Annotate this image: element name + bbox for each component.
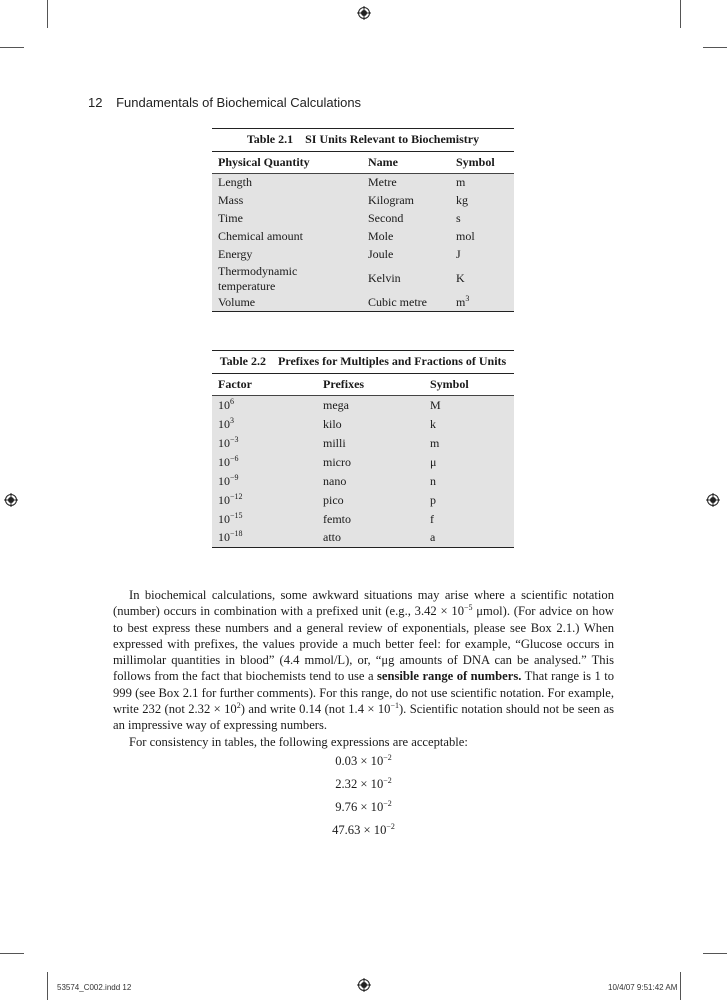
expression: $2.32 \times 10^{-2}$ xyxy=(335,775,392,791)
table-row xyxy=(212,472,514,491)
column-header: Symbol xyxy=(450,152,514,174)
cell-symbol: k xyxy=(424,415,514,434)
cell-symbol: m xyxy=(450,174,514,192)
paragraph: For consistency in tables, the following expressions are acceptable: xyxy=(129,734,468,749)
cell-factor: $10^{-18}$ xyxy=(212,529,317,548)
expression: $0.03 \times 10^{-2}$ xyxy=(335,752,392,768)
cell-factor: $10^{-12}$ xyxy=(212,491,317,510)
cell-prefix: pico xyxy=(317,491,424,510)
crop-mark-right-top xyxy=(703,47,727,48)
cell-factor: $10^{-9}$ xyxy=(212,472,317,491)
cell-prefix: mega xyxy=(317,396,424,415)
crop-mark-top-right xyxy=(680,0,681,28)
table-caption-title: Prefixes for Multiples and Fractions of Units xyxy=(278,354,507,368)
cell-symbol: p xyxy=(424,491,514,510)
crop-mark-right-bottom xyxy=(703,953,727,954)
cell-factor: $10^{-3}$ xyxy=(212,434,317,453)
cell-symbol: $m^3$ xyxy=(450,294,514,312)
table-row xyxy=(212,396,514,415)
cell-symbol: m xyxy=(424,434,514,453)
cell-prefix: atto xyxy=(317,529,424,548)
registration-mark-icon xyxy=(4,493,18,507)
crop-mark-left-top xyxy=(0,47,24,48)
cell-quantity: Thermodynamic temperature xyxy=(212,264,362,294)
cell-quantity: Chemical amount xyxy=(212,228,362,246)
cell-symbol: μ xyxy=(424,453,514,472)
column-header: Name xyxy=(362,152,450,174)
cell-quantity: Volume xyxy=(212,294,362,312)
cell-name: Kilogram xyxy=(362,192,450,210)
running-head xyxy=(88,95,361,110)
cell-name: Joule xyxy=(362,246,450,264)
cell-symbol: K xyxy=(450,264,514,294)
footer-file-label: 53574_C002.indd 12 xyxy=(57,983,132,992)
table-caption-label: Table 2.2 xyxy=(219,354,267,368)
cell-prefix: nano xyxy=(317,472,424,491)
cell-symbol: M xyxy=(424,396,514,415)
expression: $9.76 \times 10^{-2}$ xyxy=(335,798,392,814)
cell-quantity: Energy xyxy=(212,246,362,264)
table-row xyxy=(212,246,514,264)
registration-mark-icon xyxy=(357,6,371,20)
cell-factor: $10^3$ xyxy=(212,415,317,434)
crop-mark-bottom-right xyxy=(680,972,681,1000)
crop-mark-bottom-left xyxy=(47,972,48,1000)
cell-quantity: Length xyxy=(212,174,362,192)
cell-prefix: kilo xyxy=(317,415,424,434)
column-header: Symbol xyxy=(424,374,514,396)
cell-factor: $10^6$ xyxy=(212,396,317,415)
table-row xyxy=(212,210,514,228)
cell-name: Second xyxy=(362,210,450,228)
table-row xyxy=(212,228,514,246)
registration-mark-icon xyxy=(357,978,371,992)
table-row xyxy=(212,415,514,434)
cell-symbol: s xyxy=(450,210,514,228)
cell-factor: $10^{-15}$ xyxy=(212,510,317,529)
crop-mark-left-bottom xyxy=(0,953,24,954)
cell-symbol: mol xyxy=(450,228,514,246)
book-title: Fundamentals of Biochemical Calculations xyxy=(116,95,362,110)
column-header: Factor xyxy=(212,374,317,396)
table-caption-label: Table 2.1 xyxy=(246,132,294,146)
cell-prefix: milli xyxy=(317,434,424,453)
table-row xyxy=(212,192,514,210)
cell-name: Cubic metre xyxy=(362,294,450,312)
footer-timestamp: 10/4/07 9:51:42 AM xyxy=(608,983,678,992)
table-prefixes xyxy=(212,350,514,548)
body-text xyxy=(113,587,614,750)
table-row xyxy=(212,174,514,192)
table-row xyxy=(212,529,514,548)
cell-prefix: micro xyxy=(317,453,424,472)
column-header: Prefixes xyxy=(317,374,424,396)
cell-factor: $10^{-6}$ xyxy=(212,453,317,472)
cell-symbol: f xyxy=(424,510,514,529)
table-row xyxy=(212,510,514,529)
page-number: 12 xyxy=(88,95,103,110)
cell-symbol: kg xyxy=(450,192,514,210)
cell-name: Metre xyxy=(362,174,450,192)
paragraph: In biochemical calculations, some awkward situations may arise where a scientific notation (number) occurs in combination with a prefixed unit (e.g., $3.42 \times 10^{-5}$ μmol). (For advice on how to best express these numbers and a general review of exponentials, please see Box 2.1.) When expressed with prefixes, the values provide a much better feel: for example, “Glucose occurs in millimolar quantities in blood” (4.4 mmol/L), or, “μg amounts of DNA can be analysed.” This follows from the fact that biochemists tend to use a sensible range of numbers. That range is 1 to 999 (see Box 2.1 for further comments). For this range, do not use scientific notation. For example, write 232 (not $2.32 \times 10^2$) and write 0.14 (not $1.4 \times 10^{-1}$). Scientific notation should not be seen as an impressive way of expressing numbers. xyxy=(113,588,615,733)
cell-prefix: femto xyxy=(317,510,424,529)
cell-quantity: Mass xyxy=(212,192,362,210)
table-row xyxy=(212,491,514,510)
cell-name: Mole xyxy=(362,228,450,246)
cell-symbol: a xyxy=(424,529,514,548)
cell-symbol: J xyxy=(450,246,514,264)
table-row xyxy=(212,264,514,294)
table-caption-title: SI Units Relevant to Biochemistry xyxy=(305,132,480,146)
table-caption xyxy=(212,128,514,152)
crop-mark-top-left xyxy=(47,0,48,28)
table-row xyxy=(212,434,514,453)
table-si-units xyxy=(212,128,514,312)
table-row xyxy=(212,453,514,472)
column-header: Physical Quantity xyxy=(212,152,362,174)
expression: $47.63 \times 10^{-2}$ xyxy=(332,821,395,837)
table-caption xyxy=(212,350,514,374)
table-row xyxy=(212,294,514,312)
registration-mark-icon xyxy=(706,493,720,507)
cell-name: Kelvin xyxy=(362,264,450,294)
cell-quantity: Time xyxy=(212,210,362,228)
cell-symbol: n xyxy=(424,472,514,491)
